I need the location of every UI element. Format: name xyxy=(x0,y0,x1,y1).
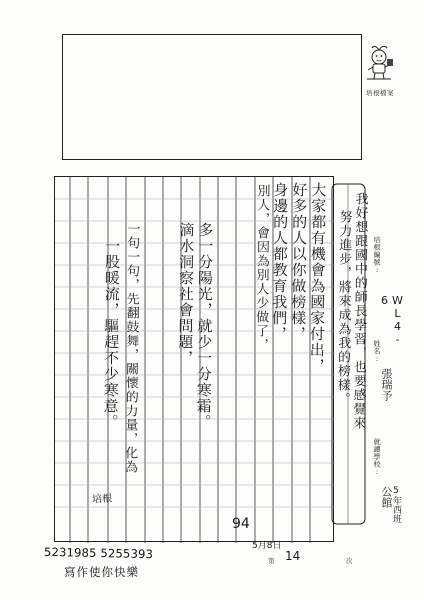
essay-column: 多一分陽光，就少一分寒霜。 xyxy=(194,221,215,431)
essay-column: 一句一句，先翻鼓舞，關懷的力量，化為 xyxy=(121,221,140,475)
slogan: 寫作使你快樂 xyxy=(64,565,139,579)
school-value: 公館 xyxy=(380,486,393,508)
teacher-comment-box xyxy=(62,34,362,160)
essay-column: 滴水洞察社會問題， xyxy=(176,221,196,367)
essay-column: 一股暖流，驅趕不少寒意。 xyxy=(101,237,122,431)
contact-phone-numbers: 5231985 5255393 xyxy=(43,544,154,562)
logo-caption: 培根檔案 xyxy=(366,89,394,97)
essay-column: 好多的人以你做榜樣， xyxy=(288,181,309,343)
id-value: WL4-6 xyxy=(378,294,404,346)
sprout-student-mascot-icon xyxy=(362,42,396,82)
name-label: 姓名: xyxy=(373,340,381,364)
score-mark: 94 xyxy=(232,516,250,532)
grade-value: 5年西班 xyxy=(391,486,401,523)
page-number: 14 xyxy=(285,549,301,563)
essay-column: 大家都有機會為國家付出， xyxy=(307,181,328,375)
teacher-signature-mark: 培根 xyxy=(91,493,113,506)
essay-column: 別人，會因為別人少做了， xyxy=(252,183,270,353)
page-label-right: 次 xyxy=(346,557,353,565)
name-value: 張瑞予 xyxy=(380,368,393,401)
id-label: 培根編號: xyxy=(373,236,381,275)
essay-column: 努力進步，將來成為我的榜樣。 xyxy=(334,209,352,407)
page-label-left: 第 xyxy=(268,557,275,565)
school-label: 就讀學校: xyxy=(373,438,381,477)
essay-column: 身邊的人都教育我們， xyxy=(269,181,290,343)
date-mark: 5月8日 xyxy=(252,541,282,551)
essay-column: 我好想跟國中的師長學習，也要感覺來 xyxy=(350,191,368,431)
